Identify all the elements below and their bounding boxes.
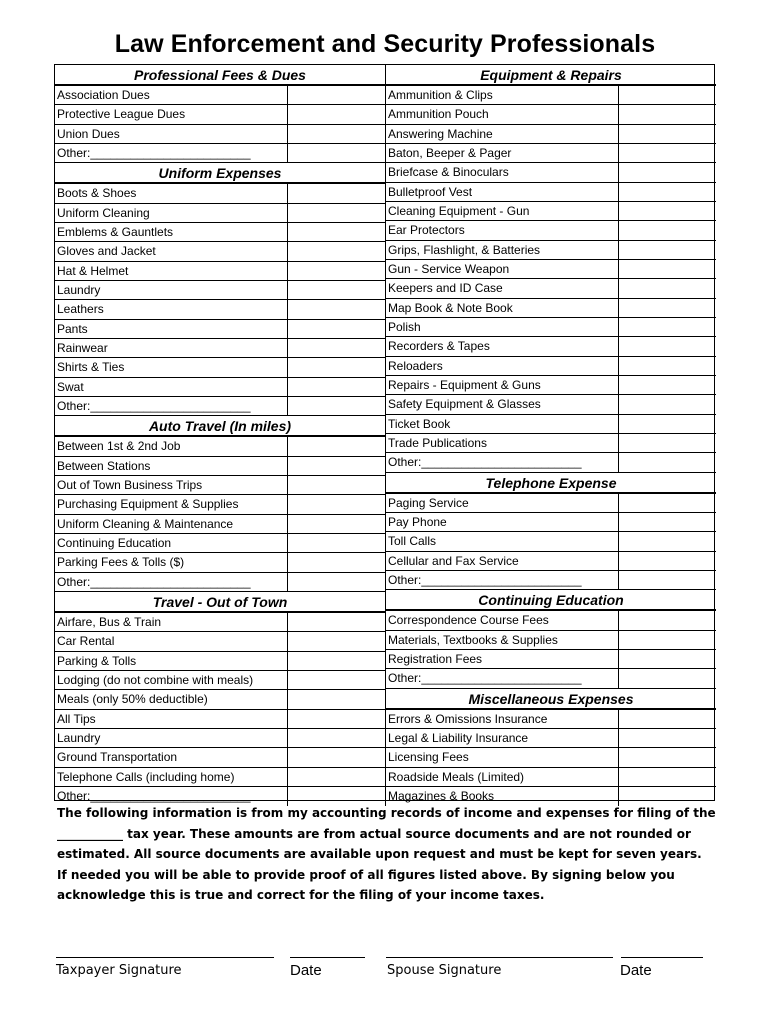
expense-row [386, 299, 716, 318]
expense-row [386, 631, 716, 650]
amount-field[interactable] [287, 358, 385, 376]
expense-label: Continuing Education [57, 535, 172, 550]
expense-row [55, 125, 385, 144]
expense-row [55, 437, 385, 456]
amount-field[interactable] [287, 613, 385, 631]
expense-label: Answering Machine [388, 126, 493, 141]
expense-label: Between 1st & 2nd Job [57, 439, 181, 454]
expense-label: Ammunition & Clips [388, 88, 493, 102]
amount-field[interactable] [287, 457, 385, 475]
amount-field[interactable] [618, 650, 716, 668]
expense-row [55, 378, 385, 397]
expense-label: Toll Calls [388, 534, 437, 549]
expense-row [386, 415, 716, 434]
expense-label: Recorders & Tapes [388, 339, 490, 354]
amount-field[interactable] [287, 495, 385, 513]
amount-field[interactable] [618, 513, 716, 531]
expense-label: Ticket Book [388, 416, 451, 431]
amount-field[interactable] [618, 86, 716, 104]
expense-row [55, 476, 385, 495]
expense-label: Purchasing Equipment & Supplies [57, 497, 239, 512]
statement-line: estimated. All source documents are available upon request and must be kept for seven years. [57, 847, 702, 861]
expense-row [55, 184, 385, 203]
expense-row [386, 163, 716, 182]
amount-field[interactable] [287, 320, 385, 338]
expense-row [386, 395, 716, 414]
amount-field[interactable] [287, 690, 385, 708]
expense-row [55, 652, 385, 671]
amount-field[interactable] [618, 729, 716, 747]
expense-label: Repairs - Equipment & Guns [388, 377, 541, 392]
expense-row [55, 262, 385, 281]
amount-field[interactable] [287, 242, 385, 260]
expense-label: Swat [57, 379, 84, 394]
expense-row [386, 729, 716, 748]
expense-label: Trade Publications [388, 435, 487, 450]
date-line-2[interactable] [621, 957, 703, 958]
right-column [385, 65, 716, 806]
expense-label: Other:________________________ [57, 398, 251, 413]
taxpayer-signature-label: Taxpayer Signature [56, 963, 182, 978]
expense-label: Boots & Shoes [57, 186, 137, 201]
expense-label: Errors & Omissions Insurance [388, 711, 548, 726]
amount-field[interactable] [287, 300, 385, 318]
expense-label: Materials, Textbooks & Supplies [388, 632, 558, 647]
amount-field[interactable] [618, 669, 716, 687]
expense-label: Between Stations [57, 458, 151, 473]
amount-field[interactable] [618, 299, 716, 317]
expense-row [386, 650, 716, 669]
amount-field[interactable] [287, 768, 385, 786]
expense-label: Laundry [57, 282, 101, 297]
expense-row [55, 671, 385, 690]
expense-label: Bulletproof Vest [388, 184, 473, 199]
expense-label: Meals (only 50% deductible) [57, 692, 208, 707]
expense-label: Telephone Calls (including home) [57, 769, 235, 784]
expense-label: Shirts & Ties [57, 360, 125, 375]
expense-label: Other:________________________ [388, 572, 582, 587]
expense-row [386, 710, 716, 729]
expense-row [386, 337, 716, 356]
amount-field[interactable] [618, 494, 716, 512]
amount-field[interactable] [618, 337, 716, 355]
expense-row [386, 144, 716, 163]
section-heading-telephone-expense: Telephone Expense [386, 473, 716, 494]
statement-line: acknowledge this is true and correct for the filing of your income taxes. [57, 888, 545, 902]
expense-label: Ammunition Pouch [388, 107, 489, 122]
expense-row [55, 632, 385, 651]
amount-field[interactable] [287, 652, 385, 670]
expense-row [386, 221, 716, 240]
amount-field[interactable] [618, 260, 716, 278]
amount-field[interactable] [287, 534, 385, 552]
expense-row [386, 260, 716, 279]
amount-field[interactable] [287, 671, 385, 689]
spouse-signature-label: Spouse Signature [387, 963, 502, 978]
expense-row [55, 515, 385, 534]
expense-row [55, 144, 385, 163]
amount-field[interactable] [618, 241, 716, 259]
expense-label: Registration Fees [388, 651, 483, 666]
expense-row [55, 495, 385, 514]
expense-label: Gloves and Jacket [57, 244, 156, 259]
expense-row [55, 300, 385, 319]
amount-field[interactable] [287, 262, 385, 280]
statement-line: If needed you will be able to provide proof of all figures listed above. By signing below you [57, 867, 675, 882]
expense-label: Parking Fees & Tolls ($) [57, 555, 185, 570]
amount-field[interactable] [287, 223, 385, 241]
expense-row [55, 613, 385, 632]
expense-row [55, 320, 385, 339]
expense-label: Airfare, Bus & Train [57, 614, 162, 629]
expense-row [55, 223, 385, 242]
expense-label: Licensing Fees [388, 750, 469, 765]
amount-field[interactable] [287, 125, 385, 143]
spouse-signature-line[interactable] [386, 957, 613, 958]
expense-label: Ground Transportation [57, 750, 178, 765]
expense-row [386, 552, 716, 571]
expense-label: Baton, Beeper & Pager [388, 145, 512, 160]
expense-label: Association Dues [57, 88, 150, 102]
expense-row [55, 748, 385, 767]
amount-field[interactable] [618, 105, 716, 123]
expense-row [386, 768, 716, 787]
expense-row [55, 690, 385, 709]
amount-field[interactable] [618, 183, 716, 201]
amount-field[interactable] [618, 748, 716, 766]
expense-label: Laundry [57, 730, 101, 745]
amount-field[interactable] [618, 318, 716, 336]
certification-statement [57, 803, 717, 906]
expense-label: Other:________________________ [57, 788, 251, 803]
expense-row [55, 710, 385, 729]
expense-row [386, 494, 716, 513]
amount-field[interactable] [287, 204, 385, 222]
expense-row [386, 571, 716, 590]
expense-label: Grips, Flashlight, & Batteries [388, 242, 541, 257]
amount-field[interactable] [618, 532, 716, 550]
date-label-2: Date [620, 962, 652, 979]
amount-field[interactable] [287, 632, 385, 650]
expense-label: Cellular and Fax Service [388, 553, 519, 568]
expense-label: Other:________________________ [388, 671, 582, 686]
expense-row [386, 376, 716, 395]
expense-row [386, 434, 716, 453]
expense-row [55, 397, 385, 416]
expense-row [386, 532, 716, 551]
expense-label: All Tips [57, 711, 96, 726]
section-heading-equipment-repairs: Equipment & Repairs [386, 65, 716, 86]
expense-row [386, 669, 716, 688]
expense-row [55, 768, 385, 787]
amount-field[interactable] [618, 163, 716, 181]
amount-field[interactable] [618, 221, 716, 239]
amount-field[interactable] [618, 395, 716, 413]
amount-field[interactable] [287, 339, 385, 357]
amount-field[interactable] [287, 515, 385, 533]
section-heading-miscellaneous-expenses: Miscellaneous Expenses [386, 689, 716, 710]
expense-label: Out of Town Business Trips [57, 477, 203, 492]
expense-row [386, 241, 716, 260]
date-line-1[interactable] [290, 957, 365, 958]
statement-line: ___________ tax year. These amounts are from actual source documents and are not rounded or [57, 826, 691, 841]
section-heading-auto-travel-in-miles: Auto Travel (In miles) [55, 416, 385, 437]
amount-field[interactable] [618, 768, 716, 786]
section-heading-uniform-expenses: Uniform Expenses [55, 163, 385, 184]
amount-field[interactable] [618, 434, 716, 452]
amount-field[interactable] [287, 397, 385, 415]
expense-label: Hat & Helmet [57, 263, 129, 278]
section-heading-travel-out-of-town: Travel - Out of Town [55, 592, 385, 613]
expense-row [386, 279, 716, 298]
section-heading-professional-fees-dues: Professional Fees & Dues [55, 65, 385, 86]
expense-row [55, 105, 385, 124]
expense-row [55, 534, 385, 553]
expense-row [386, 748, 716, 767]
section-heading-continuing-education: Continuing Education [386, 590, 716, 611]
amount-field[interactable] [618, 415, 716, 433]
expense-table [54, 64, 715, 801]
expense-label: Ear Protectors [388, 223, 465, 238]
amount-field[interactable] [618, 144, 716, 162]
taxpayer-signature-line[interactable] [56, 957, 274, 958]
expense-label: Union Dues [57, 126, 120, 141]
expense-label: Car Rental [57, 634, 115, 649]
expense-row [386, 453, 716, 472]
date-label-1: Date [290, 962, 322, 979]
expense-row [55, 86, 385, 105]
expense-row [386, 125, 716, 144]
amount-field[interactable] [287, 281, 385, 299]
expense-label: Roadside Meals (Limited) [388, 769, 525, 784]
expense-row [55, 204, 385, 223]
expense-row [386, 183, 716, 202]
expense-row [55, 457, 385, 476]
amount-field[interactable] [618, 710, 716, 728]
expense-row [386, 105, 716, 124]
expense-label: Safety Equipment & Glasses [388, 397, 541, 412]
expense-row [386, 357, 716, 376]
expense-label: Leathers [57, 302, 104, 317]
amount-field[interactable] [287, 573, 385, 591]
statement-line: The following information is from my accounting records of income and expenses for filing of the [57, 806, 716, 820]
expense-label: Pay Phone [388, 514, 447, 529]
amount-field[interactable] [287, 476, 385, 494]
expense-label: Paging Service [388, 495, 469, 510]
expense-label: Other:________________________ [388, 455, 582, 470]
expense-row [386, 202, 716, 221]
expense-row [55, 339, 385, 358]
amount-field[interactable] [618, 376, 716, 394]
left-column [55, 65, 385, 806]
expense-label: Uniform Cleaning [57, 205, 150, 220]
amount-field[interactable] [618, 453, 716, 471]
expense-label: Pants [57, 321, 88, 336]
expense-label: Gun - Service Weapon [388, 261, 510, 276]
expense-row [55, 573, 385, 592]
expense-label: Lodging (do not combine with meals) [57, 672, 254, 687]
expense-label: Reloaders [388, 358, 443, 373]
expense-label: Protective League Dues [57, 107, 186, 122]
expense-label: Other:________________________ [57, 145, 251, 160]
expense-row [55, 553, 385, 572]
amount-field[interactable] [618, 279, 716, 297]
expense-row [386, 318, 716, 337]
amount-field[interactable] [618, 202, 716, 220]
amount-field[interactable] [618, 552, 716, 570]
amount-field[interactable] [287, 184, 385, 202]
expense-label: Emblems & Gauntlets [57, 224, 174, 239]
expense-row [55, 242, 385, 261]
expense-label: Cleaning Equipment - Gun [388, 203, 530, 218]
expense-label: Keepers and ID Case [388, 281, 503, 296]
expense-row [55, 729, 385, 748]
expense-row [386, 86, 716, 105]
expense-label: Map Book & Note Book [388, 300, 513, 315]
amount-field[interactable] [287, 437, 385, 455]
expense-row [386, 513, 716, 532]
expense-label: Uniform Cleaning & Maintenance [57, 516, 234, 531]
amount-field[interactable] [287, 710, 385, 728]
expense-label: Briefcase & Binoculars [388, 165, 509, 180]
amount-field[interactable] [287, 553, 385, 571]
expense-label: Legal & Liability Insurance [388, 730, 529, 745]
amount-field[interactable] [618, 357, 716, 375]
expense-label: Rainwear [57, 340, 108, 355]
amount-field[interactable] [618, 571, 716, 589]
expense-label: Magazines & Books [388, 788, 495, 803]
expense-label: Parking & Tolls [57, 653, 137, 668]
amount-field[interactable] [618, 611, 716, 629]
amount-field[interactable] [618, 125, 716, 143]
amount-field[interactable] [287, 729, 385, 747]
amount-field[interactable] [287, 144, 385, 162]
form-title: Law Enforcement and Security Professionals [114, 30, 656, 58]
amount-field[interactable] [618, 631, 716, 649]
amount-field[interactable] [287, 105, 385, 123]
expense-label: Correspondence Course Fees [388, 613, 549, 628]
expense-row [55, 358, 385, 377]
amount-field[interactable] [287, 86, 385, 104]
amount-field[interactable] [287, 378, 385, 396]
amount-field[interactable] [287, 748, 385, 766]
expense-row [386, 611, 716, 630]
expense-label: Polish [388, 319, 421, 334]
expense-label: Other:________________________ [57, 574, 251, 589]
expense-row [55, 281, 385, 300]
